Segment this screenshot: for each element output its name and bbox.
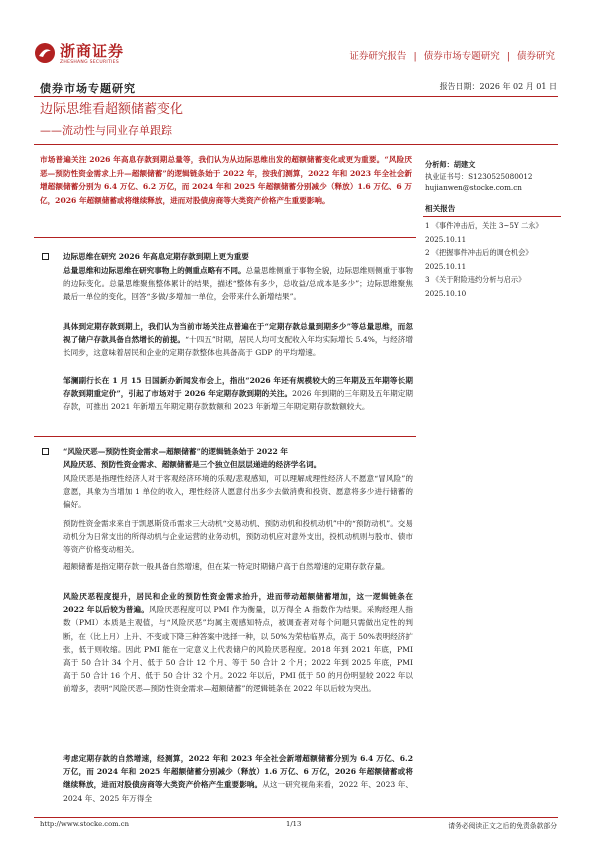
section1-p3-bold: 邹澜副行长在 1 月 15 日国新办新闻发布会上，指出“2026 年还有规模较大的三年期及五年期等长期存款到期重定价”，引起了市场对于 2026 年定期存款到期的关注。 xyxy=(63,376,413,399)
section2-heading-2: 风险厌恶、预防性资金需求、超额储蓄是三个独立但层层递进的经济学名词。 xyxy=(63,460,322,469)
brand-logo xyxy=(34,40,134,70)
divider-abstract xyxy=(34,237,416,238)
section1-p2-text: “十四五”时期，居民人均可支配收入年均实际增长 5.4%，与经济增长同步，这意味着居民和企业的定期存款整体也具备高于 GDP 的平均增速。 xyxy=(63,335,414,358)
divider-footer xyxy=(34,817,558,818)
header-link-research-report[interactable]: 证券研究报告 xyxy=(349,51,407,62)
section2-p5-text: 从这一研究视角来看，2022 年、2023 年、2024 年、2025 年万得全 xyxy=(63,780,414,803)
section1-paragraph-2 xyxy=(63,320,413,360)
page-subtitle: ——流动性与同业存单跟踪 xyxy=(40,124,172,137)
section1-p1-text: 总量思维侧重于事物全貌，边际思维则侧重于事物的边际变化。总量思维聚焦整体累计的结果，描述“整体有多少，总收益/总成本是多少”；边际思维聚焦最后一单位的变化，回答“多做/多增加一单位，会带来什么新增结果”。 xyxy=(63,266,414,302)
analyst-name: 胡建文 xyxy=(453,160,476,169)
footer-page-number: 1/13 xyxy=(286,820,302,828)
section1-p1-bold: 总量思维和边际思维在研究事物上的侧重点略有不同。 xyxy=(63,266,246,275)
analyst-cert: 执业证书号：S1230525080012 xyxy=(425,171,533,181)
section1-p3-text: 2026 年到期的三年期及五年期定期存款，可推出 2021 年新增五年期定期存款数额和 2023 年新增三年期定期存款数额较大。 xyxy=(63,389,413,412)
related-reports-title: 相关报告 xyxy=(425,204,456,213)
analyst-label: 分析师： xyxy=(425,160,454,169)
related-report-item[interactable]: 1 《事件冲击后，关注 3~5Y 二永》 2025.10.11 xyxy=(425,221,543,244)
divider-top xyxy=(34,96,558,97)
analyst-info xyxy=(425,159,575,194)
section1-p2-bold: 具体到定期存款到期上，我们认为当前市场关注点普遍在于“定期存款总量到期多少”等总量思维，而忽视了储户存款具备自然增长的前提。 xyxy=(63,322,413,345)
related-reports-list xyxy=(425,219,561,301)
brand-name: 浙商证券 xyxy=(60,42,125,60)
section2-paragraph-2: 预防性资金需求来自于凯恩斯货币需求三大动机“交易动机、预防动机和投机动机”中的“预防动机”。交易动机分为日常支出的所得动机与企业运营的业务动机，预防动机应对意外支出，投机动机则与股市、债市等资产价格变动相关。 xyxy=(63,519,413,555)
section1-paragraph-1 xyxy=(63,264,413,304)
header-category-links xyxy=(347,48,557,62)
divider-related xyxy=(423,216,561,217)
header-link-bond-market[interactable]: 债券市场专题研究 xyxy=(423,51,500,62)
section2-paragraph-1: 风险厌恶是指理性经济人对于客观经济环境的乐观/悲观感知，可以理解成理性经济人不愿意“冒风险”的意愿，具象为当增加 1 单位的收入，理性经济人愿意付出多少去做消费和投资、愿意将多少进行储蓄的偏好。 xyxy=(63,474,413,510)
section2-heading: “风险厌恶—预防性资金需求—超额储蓄”的逻辑链条始于 2022 年 xyxy=(63,447,288,456)
section2-paragraph-3: 超额储蓄是指定期存款一般具备自然增速，但在某一特定时期储户高于自然增速的定期存款存量。 xyxy=(63,562,390,571)
abstract-summary: 市场普遍关注 2026 年高息存款到期总量等，我们认为从边际思维出发的超额储蓄变化或更为重要。“风险厌恶—预防性资金需求上升—超额储蓄”的逻辑链条始于 2022 年，按我们测算，2022 年和 2023 年全社会新增超额储蓄分别为 6.4 万亿、6.2 万亿，而 2024 年和 2025 年超额储蓄分别减少（释放）1.6 万亿、6 万亿，2026 年超额储蓄或将继续释放，进而对股债房商等大类资产价格产生重要影响。 xyxy=(40,155,412,205)
checkbox-bullet-icon xyxy=(42,448,49,455)
section1-heading: 边际思维在研究 2026 年高息定期存款到期上更为重要 xyxy=(63,252,249,261)
section2-paragraph-4 xyxy=(63,590,413,696)
section2-p5-bold: 考虑定期存款的自然增速，经测算，2022 年和 2023 年全社会新增超额储蓄分别为 6.4 万亿、6.2 万亿，而 2024 年和 2025 年超额储蓄分别减少（释放）1.6 万亿、6 万亿，2026 年超额储蓄或将继续释放，进而对股债房商等大类资产价格产生重要影响。 xyxy=(63,754,413,790)
divider-subtitle xyxy=(34,144,558,145)
page-title: 边际思维看超额储蓄变化 xyxy=(40,102,184,117)
footer-disclaimer: 请务必阅读正文之后的免责条款部分 xyxy=(448,822,557,830)
brand-logo-icon xyxy=(34,42,56,64)
section2-p4-bold: 风险厌恶程度提升，居民和企业的预防性资金需求抬升，进而带动超额储蓄增加，这一逻辑链条在 2022 年以后较为普遍。 xyxy=(63,592,413,615)
header-separator: | xyxy=(413,51,417,62)
related-report-item[interactable]: 2 《把握事件冲击后的调仓机会》 2025.10.11 xyxy=(425,248,533,271)
section2-p4-text: 风险厌恶程度可以 PMI 作为衡量，以万得全 A 指数作为结果。采购经理人指数（PMI）本质是主观值，与“风险厌恶”均属主观感知特点，被调查者对每个问题只需做出定性的判断，在（比上月）上升、不变或下降三种答案中选择一种，以 50%为荣枯临界点，高于 50%表明经济扩张，低于则收缩。因此 PMI 能在一定意义上代表储户的风险厌恶程度。2018 年到 2021 年底，PMI 高于 50 合计 34 个月、低于 50 合计 12 个月、等于 50 合计 2 个月；2022 年到 2025 年底，PMI 高于 50 合计 16 个月、低于 50 合计 32 个月。2022 年以后，PMI 低于 50 的月份明显较 2022 年以前增多，表明“风险厌恶—预防性资金需求—超额储蓄”的逻辑链条在 2022 年以后较为突出。 xyxy=(63,605,413,694)
divider-section xyxy=(34,436,416,437)
analyst-email[interactable]: hujianwen@stocke.com.cn xyxy=(425,183,522,192)
footer-website[interactable]: http://www.stocke.com.cn xyxy=(40,820,129,828)
section-label: 债券市场专题研究 xyxy=(40,82,136,95)
header-separator: | xyxy=(506,51,510,62)
report-date: 报告日期：2026 年 02 月 01 日 xyxy=(439,82,557,91)
section1-paragraph-3 xyxy=(63,374,413,414)
checkbox-bullet-icon xyxy=(42,253,49,260)
header-link-bond-research[interactable]: 债券研究 xyxy=(516,51,555,62)
brand-name-en: ZHESHANG SECURITIES xyxy=(60,60,119,65)
related-report-item[interactable]: 3 《关于附险违约分析与启示》 2025.10.10 xyxy=(425,275,526,298)
section2-paragraph-5 xyxy=(63,752,413,805)
